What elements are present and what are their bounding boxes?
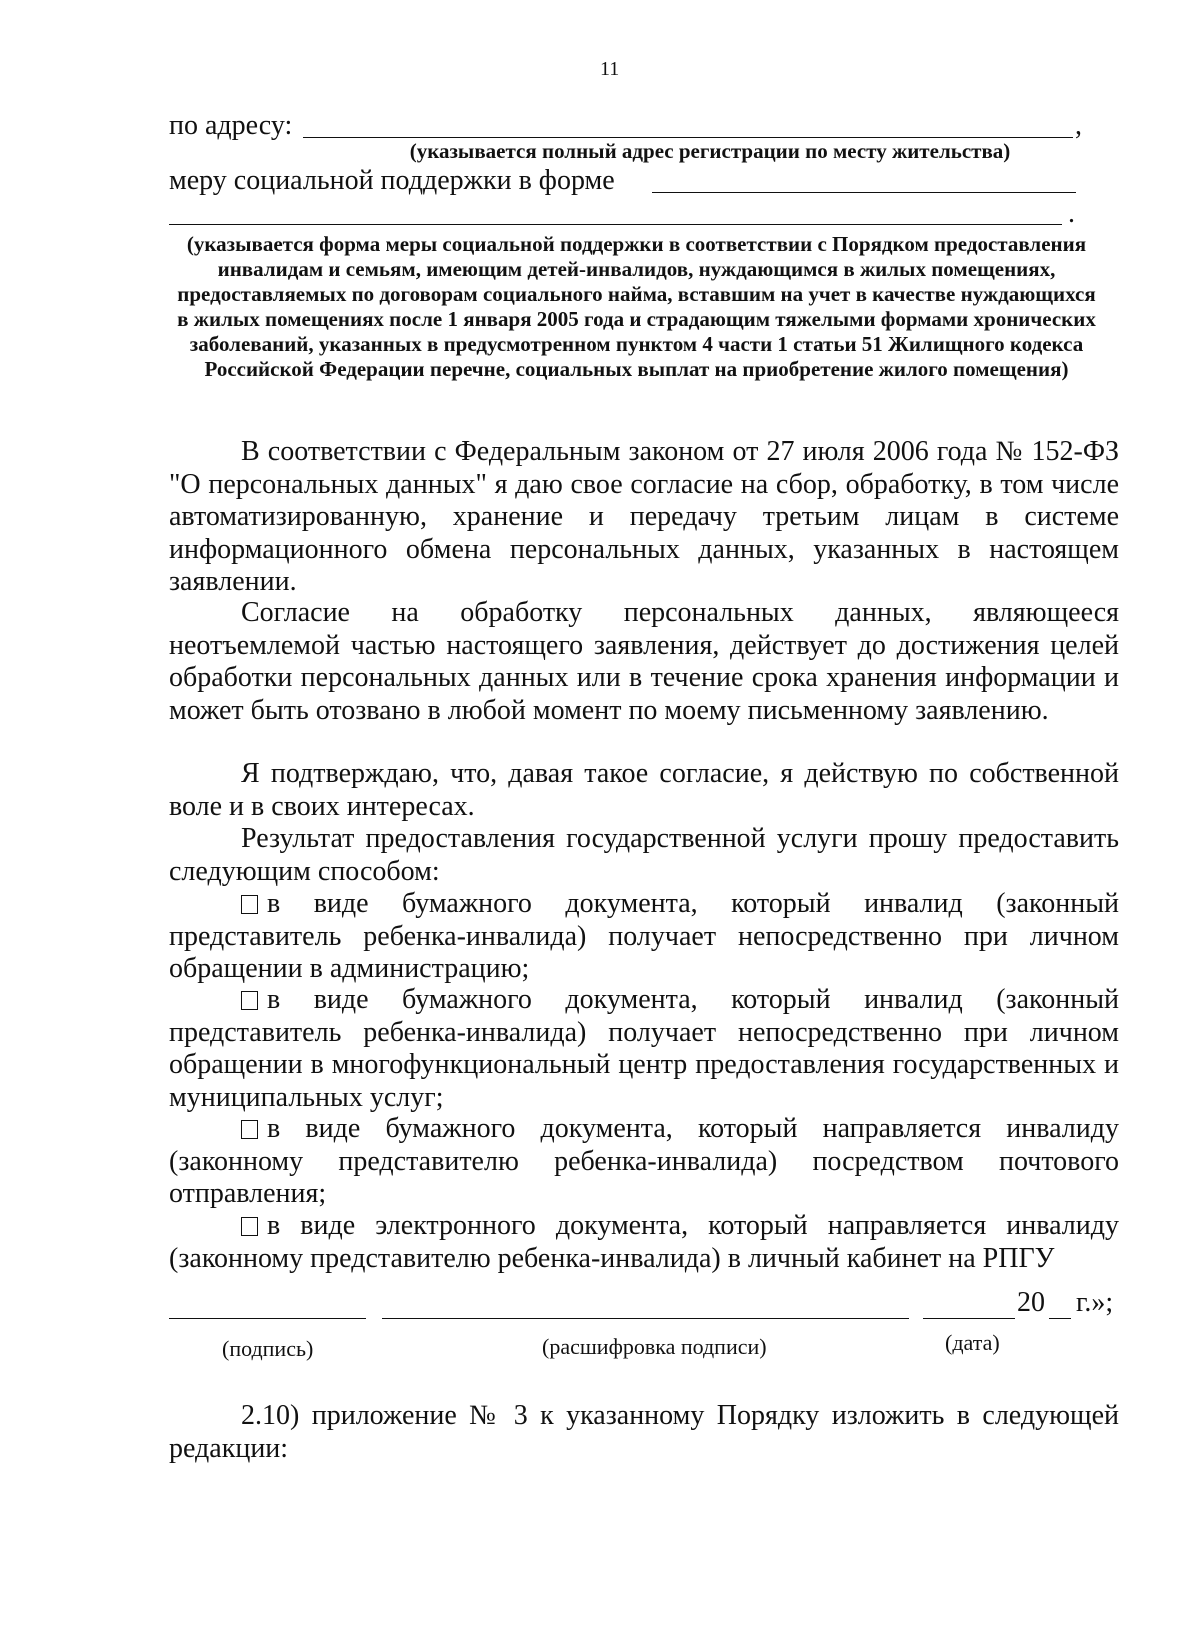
consent-paragraph-2: Согласие на обработку персональных данных, являющееся неотъемлемой частью настоящего заявления, действует до достижения целей обработки персональных данных или в течение срока хранения информации и может быть отозвано в любой момент по моему письменному заявлению. xyxy=(169,597,1119,726)
date-label: (дата) xyxy=(945,1330,1000,1355)
signature-label: (подпись) xyxy=(222,1336,314,1361)
address-trailing-comma: , xyxy=(1075,110,1082,141)
support-trailing-period: . xyxy=(1068,198,1075,229)
address-label: по адресу: xyxy=(169,110,293,141)
checkbox-post-paper[interactable] xyxy=(241,1120,258,1139)
date-year-suffix: г.»; xyxy=(1076,1287,1114,1318)
date-year-prefix: 20 xyxy=(1017,1287,1045,1318)
support-input-line-1 xyxy=(652,192,1076,193)
consent-paragraph-1: В соответствии с Федеральным законом от 27 июля 2006 года № 152-ФЗ "О персональных данных" я даю свое согласие на сбор, обработку, в том числе автоматизированную, хранение и передачу третьим лицам в системе информационного обмена персональных данных, указанных в настоящем заявлении. xyxy=(169,436,1119,597)
date-line xyxy=(923,1318,1015,1319)
option-post-paper: в виде бумажного документа, который направляется инвалиду (законному представителю ребенка-инвалида) посредством почтового отправления; xyxy=(169,1113,1119,1209)
checkbox-mfc-paper[interactable] xyxy=(241,991,258,1010)
address-input-line xyxy=(303,137,1073,138)
support-caption: (указывается форма меры социальной поддержки в соответствии с Порядком предоставления инвалидам и семьям, имеющим детей-инвалидов, нуждающимся в жилых помещениях, предоставляемых по договорам социального найма, вставшим на учет в качестве нуждающихся в жилых помещениях после 1 января 2005 года и страдающим тяжелыми формами хронических заболеваний, указанных в предусмотренном пунктом 4 части 1 статьи 51 Жилищного кодекса Российской Федерации перечне, социальных выплат на приобретение жилого помещения) xyxy=(177,232,1096,381)
date-year-blank xyxy=(1049,1318,1071,1319)
page-number: 11 xyxy=(600,58,620,80)
signature-decoding-label: (расшифровка подписи) xyxy=(542,1334,767,1359)
option-electronic: в виде электронного документа, который направляется инвалиду (законному представителю ребенка-инвалида) в личный кабинет на РПГУ xyxy=(169,1210,1119,1274)
address-caption: (указывается полный адрес регистрации по месту жительства) xyxy=(409,139,1011,163)
signature-line xyxy=(169,1318,366,1319)
signature-decoding-line xyxy=(382,1318,909,1319)
support-label: меру социальной поддержки в форме xyxy=(169,165,615,196)
result-method-paragraph: Результат предоставления государственной услуги прошу предоставить следующим способом: xyxy=(169,823,1119,887)
option-admin-paper: в виде бумажного документа, который инвалид (законный представитель ребенка-инвалида) получает непосредственно при личном обращении в администрацию; xyxy=(169,888,1119,984)
consent-paragraph-3: Я подтверждаю, что, давая такое согласие, я действую по собственной воле и в своих интересах. xyxy=(169,758,1119,822)
option-mfc-paper: в виде бумажного документа, который инвалид (законный представитель ребенка-инвалида) получает непосредственно при личном обращении в многофункциональный центр предоставления государственных и муниципальных услуг; xyxy=(169,984,1119,1113)
amendment-paragraph: 2.10) приложение № 3 к указанному Порядку изложить в следующей редакции: xyxy=(169,1400,1119,1464)
checkbox-electronic[interactable] xyxy=(241,1217,258,1236)
support-input-line-2 xyxy=(169,224,1062,225)
checkbox-admin-paper[interactable] xyxy=(241,895,258,914)
